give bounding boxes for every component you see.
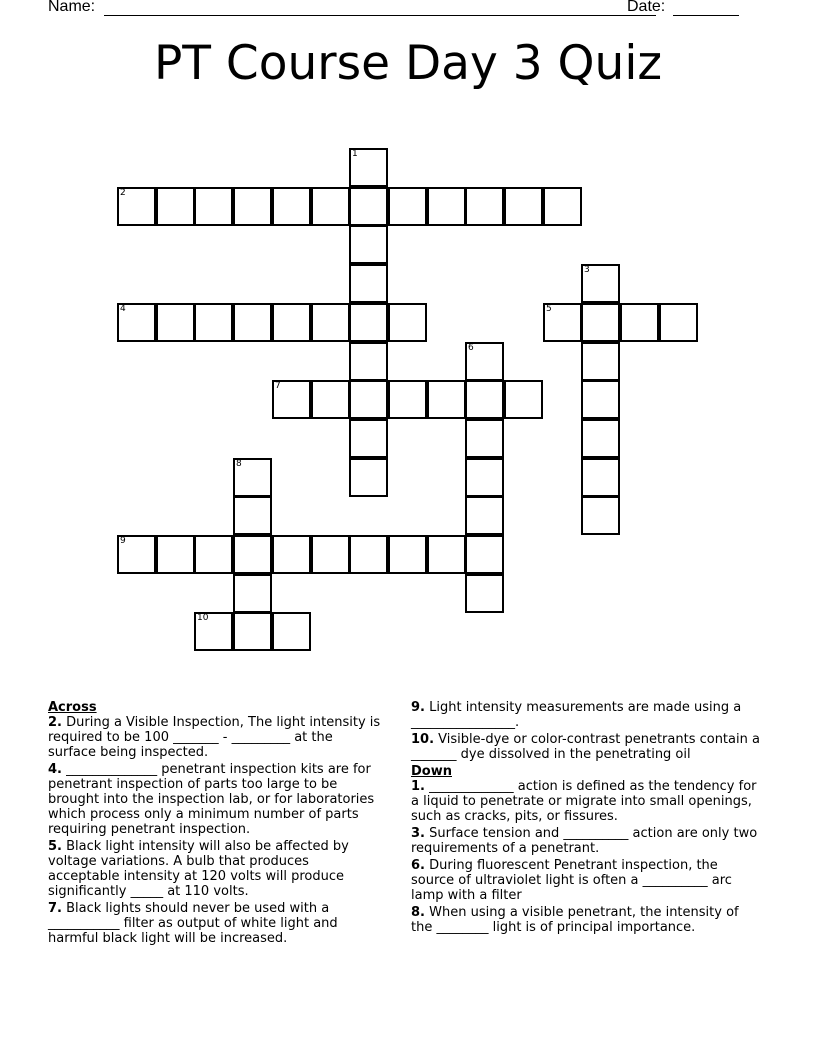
clue-text: Visible-dye or color-contrast penetrants contain a _______ dye dissolved in the penetrating oil	[411, 732, 760, 762]
clue-across-5	[48, 839, 383, 899]
grid-cell[interactable]	[233, 303, 272, 342]
clue-number: 4.	[48, 762, 62, 777]
grid-cell[interactable]	[504, 380, 543, 419]
clue-text: During a Visible Inspection, The light intensity is required to be 100 _______ - _________ at the surface being inspected.	[48, 715, 381, 760]
grid-cell[interactable]	[543, 303, 582, 342]
grid-cell[interactable]	[581, 264, 620, 303]
grid-cell[interactable]	[349, 535, 388, 574]
grid-cell[interactable]	[465, 380, 504, 419]
grid-cell[interactable]	[620, 303, 659, 342]
grid-cell[interactable]	[311, 380, 350, 419]
clues-right-column	[411, 700, 761, 937]
clue-text: During fluorescent Penetrant inspection, the source of ultraviolet light is often a __________ arc lamp with a filter	[411, 858, 732, 903]
clue-across-10	[411, 732, 761, 762]
grid-cell[interactable]	[465, 496, 504, 535]
grid-cell[interactable]	[427, 380, 466, 419]
clue-number: 9.	[411, 700, 425, 715]
grid-cell[interactable]	[233, 496, 272, 535]
grid-cell[interactable]	[233, 535, 272, 574]
grid-cell[interactable]	[543, 187, 582, 226]
grid-cell[interactable]	[233, 574, 272, 613]
clue-across-9	[411, 700, 761, 730]
grid-cell[interactable]	[349, 458, 388, 497]
grid-cell[interactable]	[194, 535, 233, 574]
grid-cell[interactable]	[194, 612, 233, 651]
grid-cell[interactable]	[272, 612, 311, 651]
clue-across-2	[48, 715, 383, 760]
clues-left-column	[48, 700, 383, 948]
clue-number: 2.	[48, 715, 62, 730]
grid-cell[interactable]	[659, 303, 698, 342]
grid-cell[interactable]	[117, 535, 156, 574]
grid-cell[interactable]	[465, 535, 504, 574]
grid-cell[interactable]	[233, 187, 272, 226]
grid-cell[interactable]	[349, 303, 388, 342]
grid-cell[interactable]	[272, 187, 311, 226]
grid-cell[interactable]	[156, 303, 195, 342]
clue-across-4	[48, 762, 383, 837]
grid-cell[interactable]	[465, 458, 504, 497]
grid-cell[interactable]	[388, 535, 427, 574]
grid-cell[interactable]	[465, 187, 504, 226]
clue-text: _____________ action is defined as the tendency for a liquid to penetrate or migrate into small openings, such as cracks, pits, or fissures.	[411, 779, 757, 824]
grid-cell[interactable]	[388, 187, 427, 226]
grid-cell[interactable]	[349, 380, 388, 419]
date-label: Date:	[627, 0, 666, 15]
clue-number: 10.	[411, 732, 435, 747]
page-title: PT Course Day 3 Quiz	[153, 36, 663, 91]
clue-text: When using a visible penetrant, the intensity of the ________ light is of principal importance.	[411, 905, 739, 935]
grid-cell[interactable]	[156, 535, 195, 574]
grid-cell[interactable]	[311, 187, 350, 226]
cell-number: 7	[275, 381, 281, 391]
grid-cell[interactable]	[581, 342, 620, 381]
grid-cell[interactable]	[427, 535, 466, 574]
grid-cell[interactable]	[581, 303, 620, 342]
grid-cell[interactable]	[388, 380, 427, 419]
clue-number: 6.	[411, 858, 425, 873]
clue-number: 1.	[411, 779, 425, 794]
clue-text: Black light intensity will also be affected by voltage variations. A bulb that produces acceptable intensity at 120 volts will produce significantly _____ at 110 volts.	[48, 839, 349, 899]
grid-cell[interactable]	[272, 380, 311, 419]
clue-text: ______________ penetrant inspection kits are for penetrant inspection of parts too large to be brought into the inspection lab, or for laboratories which process only a minimum number of parts requiring penetrant inspection.	[48, 762, 375, 837]
cell-number: 4	[120, 304, 126, 314]
grid-cell[interactable]	[156, 187, 195, 226]
grid-cell[interactable]	[194, 187, 233, 226]
cell-number: 10	[197, 613, 209, 623]
grid-cell[interactable]	[465, 574, 504, 613]
clue-number: 7.	[48, 901, 62, 916]
cell-number: 8	[236, 459, 242, 469]
grid-cell[interactable]	[349, 225, 388, 264]
cell-number: 6	[468, 343, 474, 353]
clue-number: 8.	[411, 905, 425, 920]
grid-cell[interactable]	[388, 303, 427, 342]
clue-down-1	[411, 779, 761, 824]
grid-cell[interactable]	[581, 419, 620, 458]
grid-cell[interactable]	[117, 303, 156, 342]
grid-cell[interactable]	[233, 458, 272, 497]
cell-number: 5	[546, 304, 552, 314]
grid-cell[interactable]	[117, 187, 156, 226]
cell-number: 2	[120, 188, 126, 198]
grid-cell[interactable]	[427, 187, 466, 226]
grid-cell[interactable]	[581, 380, 620, 419]
clue-down-3	[411, 826, 761, 856]
grid-cell[interactable]	[349, 148, 388, 187]
grid-cell[interactable]	[465, 419, 504, 458]
grid-cell[interactable]	[349, 419, 388, 458]
grid-cell[interactable]	[581, 496, 620, 535]
clue-number: 3.	[411, 826, 425, 841]
grid-cell[interactable]	[311, 535, 350, 574]
clue-down-8	[411, 905, 761, 935]
name-label: Name:	[48, 0, 96, 15]
clue-number: 5.	[48, 839, 62, 854]
grid-cell[interactable]	[272, 303, 311, 342]
grid-cell[interactable]	[349, 342, 388, 381]
grid-cell[interactable]	[272, 535, 311, 574]
clue-text: Light intensity measurements are made using a ________________.	[411, 700, 742, 730]
grid-cell[interactable]	[581, 458, 620, 497]
cell-number: 3	[584, 265, 590, 275]
clue-text: Surface tension and __________ action are only two requirements of a penetrant.	[411, 826, 758, 856]
clue-down-6	[411, 858, 761, 903]
grid-cell[interactable]	[504, 187, 543, 226]
clue-across-7	[48, 901, 383, 946]
grid-cell[interactable]	[311, 303, 350, 342]
cell-number: 1	[352, 149, 358, 159]
grid-cell[interactable]	[233, 612, 272, 651]
cell-number: 9	[120, 536, 126, 546]
clue-text: Black lights should never be used with a ___________ filter as output of white light and harmful black light will be increased.	[48, 901, 338, 946]
grid-cell[interactable]	[349, 264, 388, 303]
grid-cell[interactable]	[194, 303, 233, 342]
down-heading: Down	[411, 764, 452, 779]
grid-cell[interactable]	[465, 342, 504, 381]
across-heading: Across	[48, 700, 97, 715]
grid-cell[interactable]	[349, 187, 388, 226]
